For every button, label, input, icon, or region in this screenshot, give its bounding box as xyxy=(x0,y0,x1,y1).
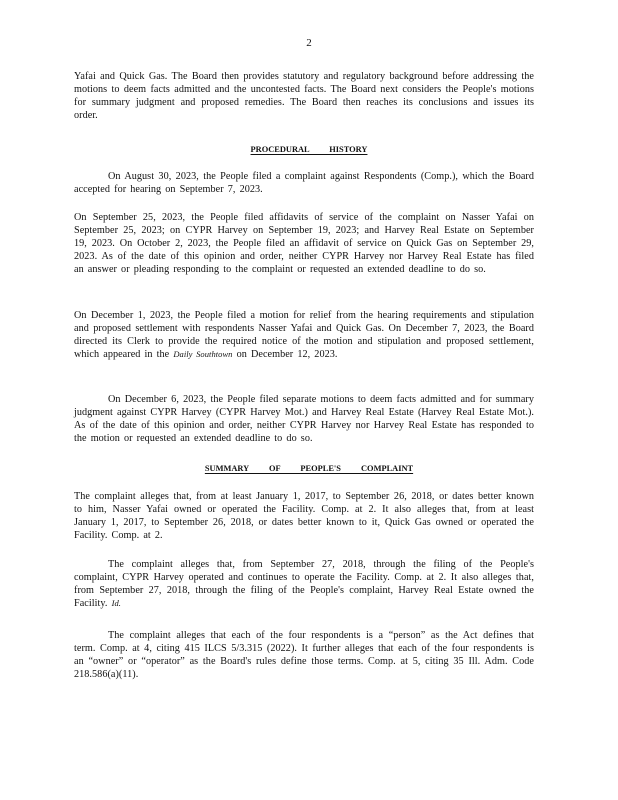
summary-paragraph-1: The complaint alleges that, from at least January 1, 2017, to September 26, 2018, or dates better known to him, Nasser Yafai owned or operated the Facility. Comp. at 2. It also alleges that, from at least January 1, 2017, to September 26, 2018, or dates better known to it, Quick Gas owned or operated the Facility. Comp. at 2. xyxy=(74,491,534,541)
id-citation: Id. xyxy=(111,598,121,608)
summary-paragraph-2 xyxy=(74,558,534,610)
procedural-paragraph-2: On September 25, 2023, the People filed affidavits of service of the complaint on Nasser Yafai on September 25, 2023; on CYPR Harvey on September 19, 2023; and Harvey Real Estate on September 19, 2023. On October 2, 2023, the People filed an affidavit of service on Quick Gas on September 29, 2023. As of the date of this opinion and order, neither CYPR Harvey nor Harvey Real Estate has filed an answer or pleading responding to the complaint or requested an extended deadline to do so. xyxy=(74,212,534,275)
summary-paragraph-3-text: The complaint alleges that each of the four respondents is a “person” as the Act defines that term. Comp. at 4, citing 415 ILCS 5/3.315 (2022). It further alleges that each of the four respondents is an “owner” or “operator” as the Board's rules define those terms. Comp. at 5, citing 35 Ill. Adm. Code 218.586(a)(11). xyxy=(74,630,534,680)
procedural-paragraph-1 xyxy=(74,170,534,196)
procedural-paragraph-3-text: On December 1, 2023, the People filed a motion for relief from the hearing requirements and stipulation and proposed settlement with respondents Nasser Yafai and Quick Gas. On December 7, 2023, the Board directed its Clerk to provide the required notice of the motion and stipulation and proposed settlement, which appeared in the xyxy=(74,310,534,360)
summary-heading-text: SUMMARY OF PEOPLE'S COMPLAINT xyxy=(204,464,414,473)
page-number: 2 xyxy=(306,37,312,49)
procedural-history-heading-text: PROCEDURAL HISTORY xyxy=(250,145,368,154)
summary-heading xyxy=(0,463,618,474)
summary-paragraph-2-text: The complaint alleges that, from September 27, 2018, through the filing of the People's complaint, CYPR Harvey operated and continues to operate the Facility. Comp. at 2. It also alleges that, from September 27, 2018, through the filing of the People's complaint, Harvey Real Estate owned the Facility. xyxy=(74,559,534,609)
procedural-paragraph-3-end: on December 12, 2023. xyxy=(236,349,338,360)
procedural-paragraph-4-text: On December 6, 2023, the People filed separate motions to deem facts admitted and for summary judgment against CYPR Harvey (CYPR Harvey Mot.) and Harvey Real Estate (Harvey Real Estate Mot.). As of the date of this opinion and order, neither CYPR Harvey nor Harvey Real Estate has responded to the motion or requested an extended deadline to do so. xyxy=(74,394,534,444)
newspaper-name: Daily Southtown xyxy=(173,349,233,359)
procedural-paragraph-4 xyxy=(74,393,534,445)
procedural-paragraph-3 xyxy=(74,309,534,361)
intro-paragraph: Yafai and Quick Gas. The Board then provides statutory and regulatory background before addressing the motions to deem facts admitted and the uncontested facts. The Board next considers the People's motions for summary judgment and proposed remedies. The Board then reaches its conclusions and issues its order. xyxy=(74,71,534,121)
summary-paragraph-3 xyxy=(74,629,534,681)
procedural-paragraph-1-text: On August 30, 2023, the People filed a complaint against Respondents (Comp.), which the Board accepted for hearing on September 7, 2023. xyxy=(74,171,534,195)
procedural-history-heading xyxy=(0,144,618,155)
